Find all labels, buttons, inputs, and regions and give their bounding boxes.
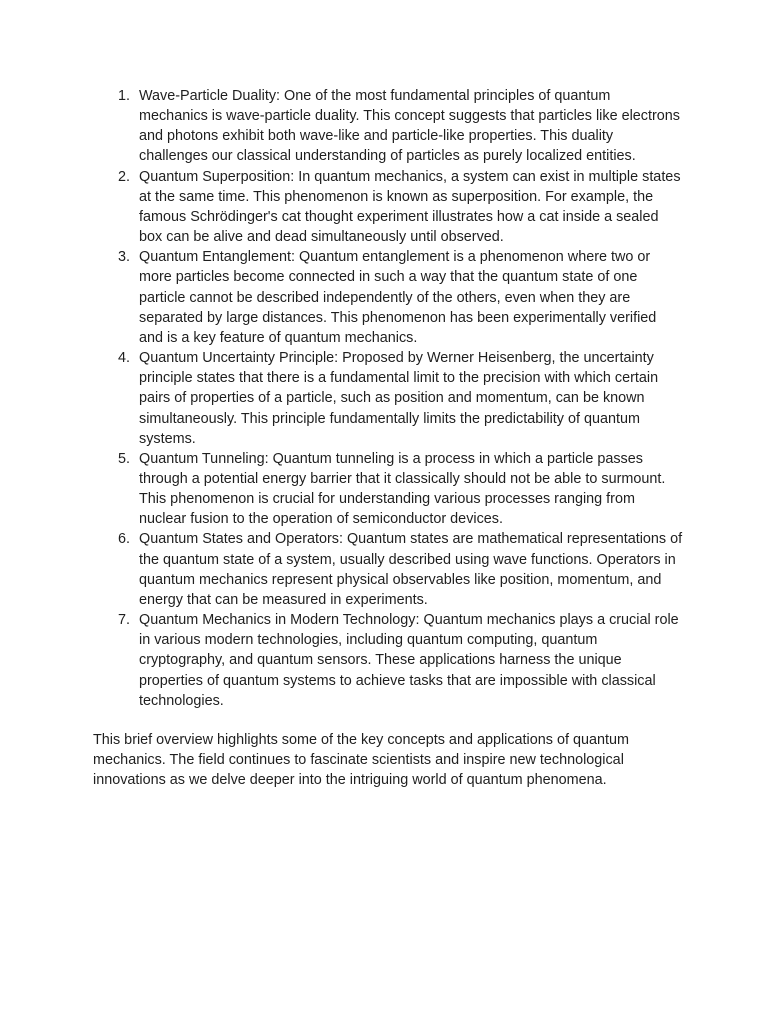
list-item xyxy=(93,247,683,348)
list-item-number: 5. xyxy=(117,450,130,467)
summary-paragraph: This brief overview highlights some of the key concepts and applications of quantum mechanics. The field continues to fascinate scientists and inspire new technological innovations as we delve deeper into the intriguing world of quantum phenomena. xyxy=(93,731,629,789)
list-item xyxy=(93,86,683,167)
list-item-text: Quantum Uncertainty Principle: Proposed by Werner Heisenberg, the uncertainty principle states that there is a fundamental limit to the precision with which certain pairs of properties of a particle, such as position and momentum, can be known simultaneously. This principle fundamentally limits the predictability of quantum systems. xyxy=(139,350,659,447)
list-item-number: 3. xyxy=(117,249,130,266)
list-item-text: Quantum Entanglement: Quantum entanglement is a phenomenon where two or more particles become connected in such a way that the quantum state of one particle cannot be described independently of the others, even when they are separated by large distances. This phenomenon has been experimentally verified and is a key feature of quantum mechanics. xyxy=(139,249,657,346)
list-item xyxy=(93,449,683,530)
list-item-number: 4. xyxy=(117,350,130,367)
list-item-number: 6. xyxy=(117,531,130,548)
list-item xyxy=(93,610,683,711)
document-body xyxy=(93,86,683,790)
list-item-text: Quantum Superposition: In quantum mechanics, a system can exist in multiple states at the same time. This phenomenon is known as superposition. For example, the famous Schrödinger's cat thought experiment illustrates how a cat inside a sealed box can be alive and dead simultaneously until observed. xyxy=(139,168,681,246)
list-item xyxy=(93,529,683,610)
list-item-number: 1. xyxy=(117,88,130,104)
concepts-list xyxy=(93,86,683,711)
list-item-text: Quantum Mechanics in Modern Technology: Quantum mechanics plays a crucial role in various modern technologies, including quantum computing, quantum cryptography, and quantum sensors. These applications harness the unique properties of quantum systems to achieve tasks that are impossible with classical technologies. xyxy=(139,612,679,709)
list-item xyxy=(93,167,683,248)
list-item xyxy=(93,348,683,449)
list-item-number: 7. xyxy=(117,612,130,629)
list-item-text: Quantum Tunneling: Quantum tunneling is a process in which a particle passes through a potential energy barrier that it classically should not be able to surmount. This phenomenon is crucial for understanding various processes ranging from nuclear fusion to the operation of semiconductor devices. xyxy=(139,450,666,528)
list-item-text: Wave-Particle Duality: One of the most fundamental principles of quantum mechanics is wave-particle duality. This concept suggests that particles like electrons and photons exhibit both wave-like and particle-like properties. This duality challenges our classical understanding of particles as purely localized entities. xyxy=(139,88,680,165)
list-item-number: 2. xyxy=(117,168,130,185)
list-item-text: Quantum States and Operators: Quantum states are mathematical representations of the quantum state of a system, usually described using wave functions. Operators in quantum mechanics represent physical observables like position, momentum, and energy that can be measured in experiments. xyxy=(139,531,683,608)
